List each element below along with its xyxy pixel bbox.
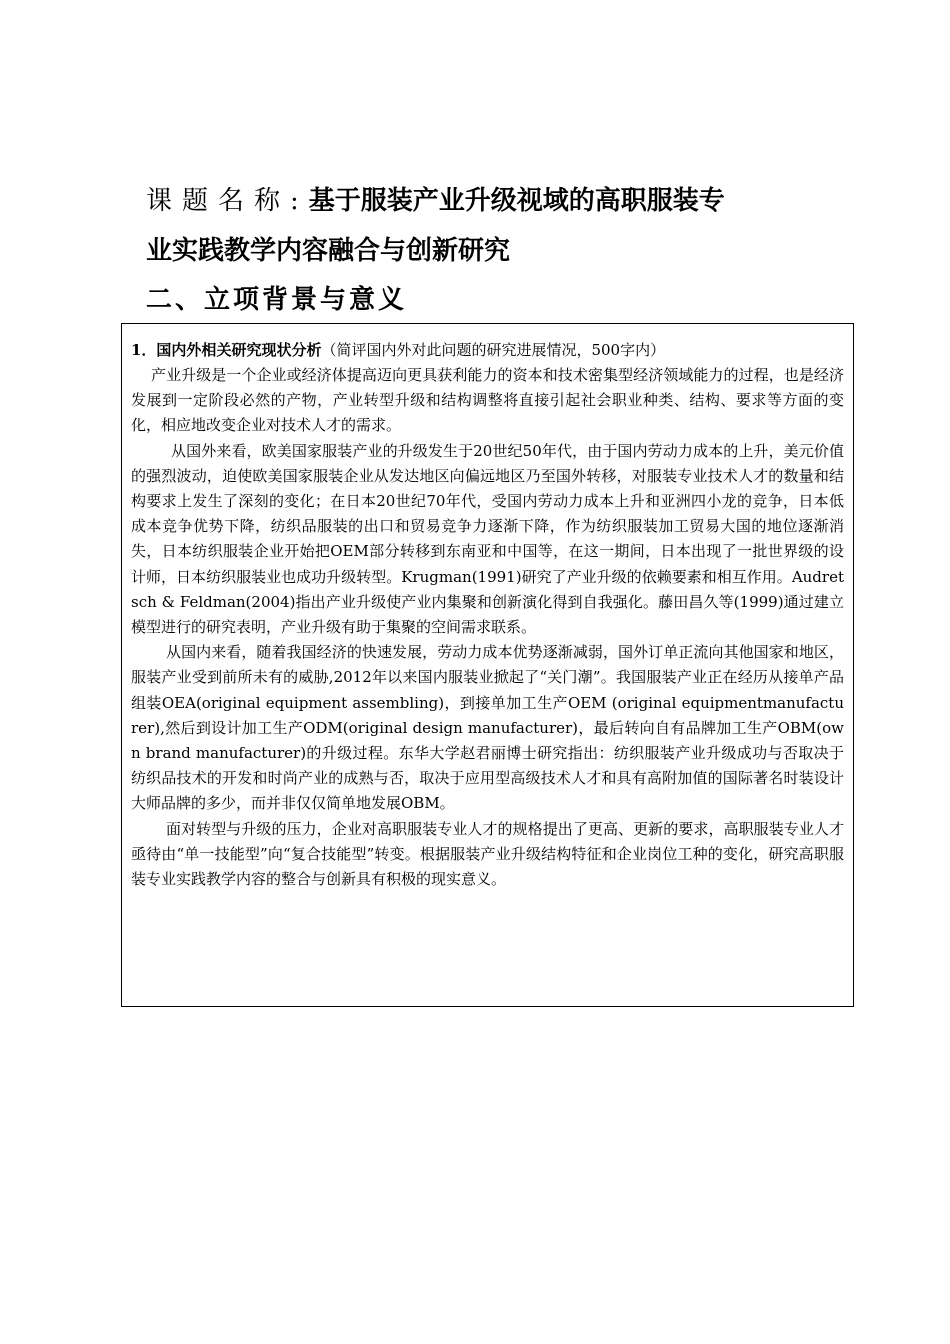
paragraph-industry-upgrade: 产业升级是一个企业或经济体提高迈向更具获利能力的资本和技术密集型经济领域能力的过程，也是经济发展到一定阶段必然的产物，产业转型升级和结构调整将直接引起社会职业种类、结构、要求等方面的变化，相应地改变企业对技术人才的需求。 [131, 366, 844, 435]
research-status-box [121, 323, 854, 1007]
paragraph-foreign-status: 从国外来看，欧美国家服装产业的升级发生于20世纪50年代，由于国内劳动力成本的上升，美元价值的强烈波动，迫使欧美国家服装企业从发达地区向偏远地区乃至国外转移，对服装专业技术人才的数量和结构要求上发生了深刻的变化；在日本20世纪70年代，受国内劳动力成本上升和亚洲四小龙的竞争，日本低成本竞争优势下降，纺织品服装的出口和贸易竞争力逐渐下降，作为纺织服装加工贸易大国的地位逐渐消失，日本纺织服装企业开始把OEM部分转移到东南亚和中国等，在这一期间，日本出现了一批世界级的设计师，日本纺织服装业也成功升级转型。Krugman(1991)研究了产业升级的依赖要素和相互作用。Audretsch & Feldman(2004)指出产业升级使产业内集聚和创新演化得到自我强化。藤田昌久等(1999)通过建立模型进行的研究表明，产业升级有助于集聚的空间需求联系。 [131, 441, 844, 637]
section-heading: 二、立项背景与意义 [146, 285, 408, 315]
paragraph-domestic-status: 从国内来看，随着我国经济的快速发展，劳动力成本优势逐渐减弱，国外订单正流向其他国家和地区，服装产业受到前所未有的威胁,2012年以来国内服装业掀起了“关门潮”。我国服装产业正在经历从接单产品组装OEA(original equipment assembling)，到接单加工生产OEM (original equipmentmanufacturer),然后到设计加工生产ODM(original design manufacturer)，最后转向自有品牌加工生产OBM(own brand manufacturer)的升级过程。东华大学赵君丽博士研究指出：纺织服装产业升级成功与否取决于纺织品技术的开发和时尚产业的成熟与否，取决于应用型高级技术人才和具有高附加值的国际著名时装设计大师品牌的多少，而并非仅仅简单地发展OBM。 [131, 643, 844, 813]
paragraph-significance: 面对转型与升级的压力，企业对高职服装专业人才的规格提出了更高、更新的要求，高职服装专业人才亟待由“单一技能型”向“复合技能型”转变。根据服装产业升级结构特征和企业岗位工种的变化，研究高职服装专业实践教学内容的整合与创新具有积极的现实意义。 [131, 819, 844, 889]
subsection-heading [131, 338, 844, 363]
project-title-line-2: 业实践教学内容融合与创新研究 [146, 236, 511, 266]
project-title-line-1 [146, 176, 826, 226]
project-title-text-1: 基于服装产业升级视域的高职服装专 [308, 186, 725, 216]
subsection-title: 1．国内外相关研究现状分析 [131, 341, 322, 359]
subsection-note: （简评国内外对此问题的研究进展情况，500字内） [321, 341, 666, 359]
project-title [146, 176, 826, 276]
project-title-label: 课题名称: [146, 186, 309, 216]
